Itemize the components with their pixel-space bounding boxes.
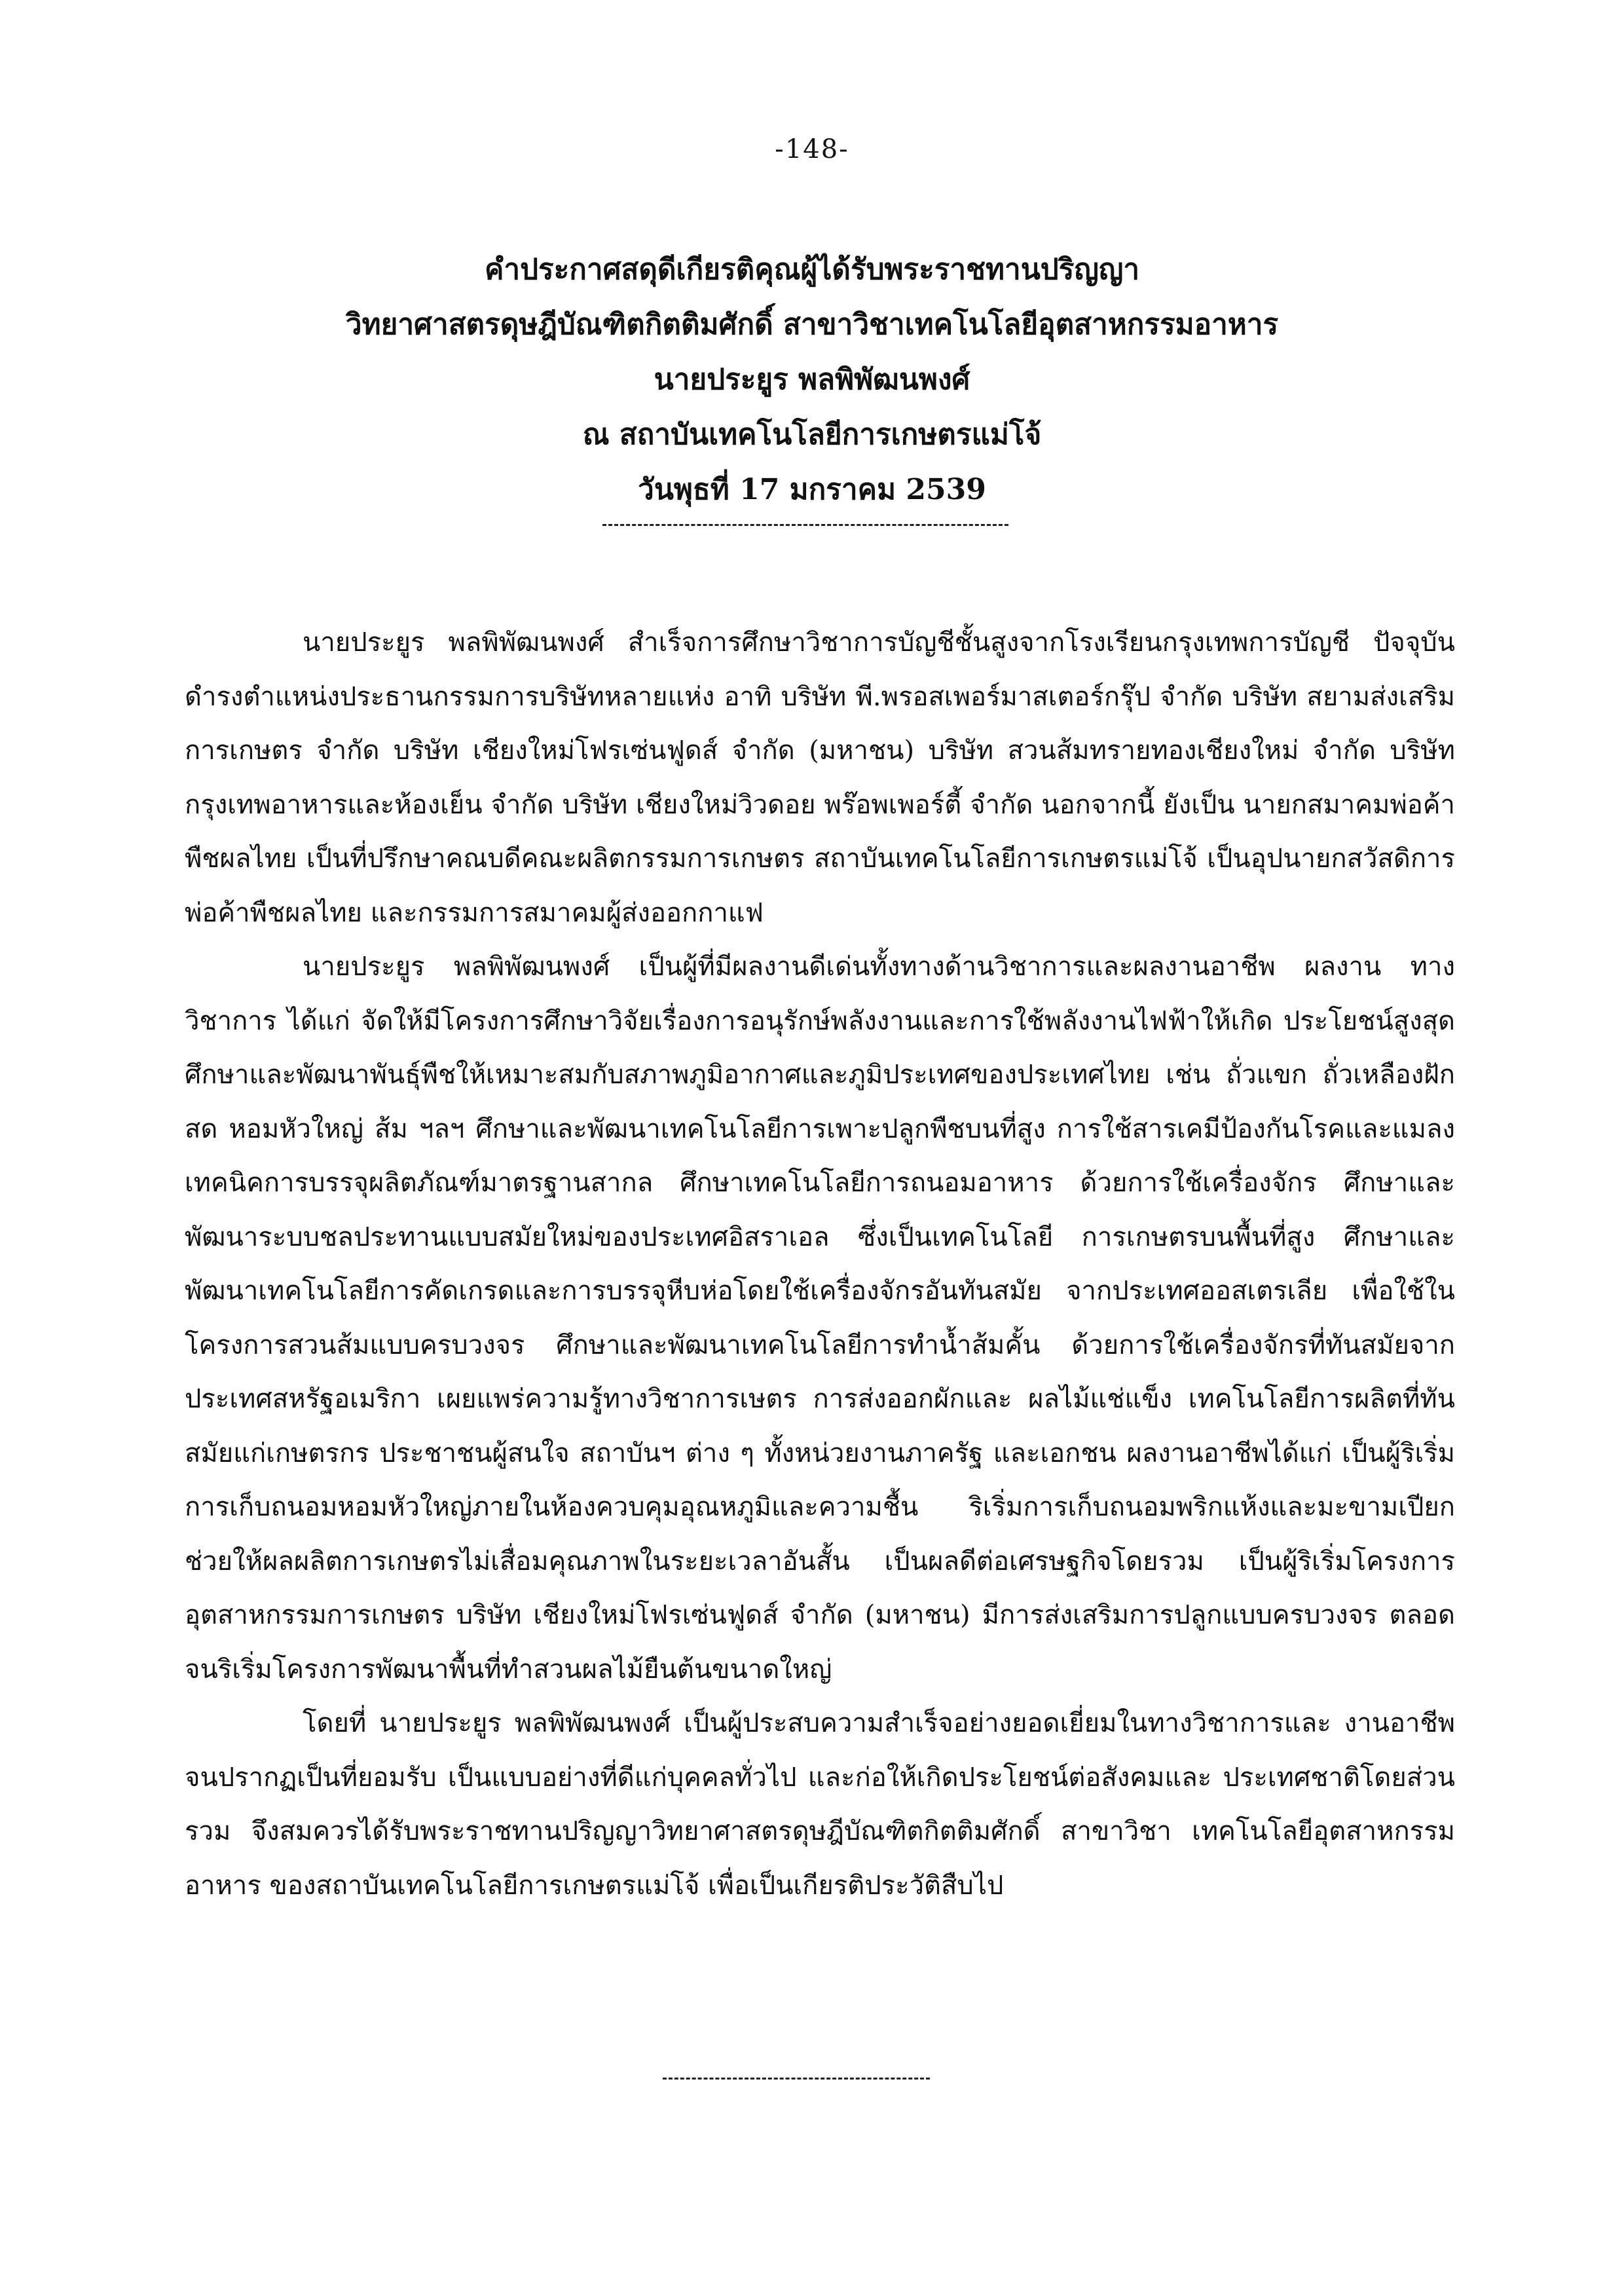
document-header bbox=[196, 242, 1428, 517]
header-divider bbox=[602, 524, 1008, 526]
header-title: คำประกาศสดุดีเกียรติคุณผู้ได้รับพระราชทานปริญญา bbox=[484, 253, 1140, 286]
page-number: -148- bbox=[775, 134, 849, 164]
header-degree: วิทยาศาสตรดุษฎีบัณฑิตกิตติมศักดิ์ สาขาวิชาเทคโนโลยีอุตสาหกรรมอาหาร bbox=[345, 308, 1279, 341]
header-recipient-name: นายประยูร พลพิพัฒนพงศ์ bbox=[654, 363, 970, 396]
paragraph-conclusion: โดยที่ นายประยูร พลพิพัฒนพงศ์ เป็นผู้ประสบความสำเร็จอย่างยอดเยี่ยมในทางวิชาการและ งานอาชีพจนปรากฏเป็นที่ยอมรับ เป็นแบบอย่างที่ดีแก่บุคคลทั่วไป และก่อให้เกิดประโยชน์ต่อสังคมและ ประเทศชาติโดยส่วนรวม จึงสมควรได้รับพระราชทานปริญญาวิทยาศาสตรดุษฎีบัณฑิตกิตติมศักดิ์ สาขาวิชา เทคโนโลยีอุตสาหกรรมอาหาร ของสถาบันเทคโนโลยีการเกษตรแม่โจ้ เพื่อเป็นเกียรติประวัติสืบไป bbox=[185, 1708, 1455, 1901]
header-institution: ณ สถาบันเทคโนโลยีการเกษตรแม่โจ้ bbox=[582, 418, 1042, 451]
document-body bbox=[185, 616, 1455, 1912]
header-date: วันพุธที่ 17 มกราคม 2539 bbox=[638, 473, 986, 506]
paragraph-biography: นายประยูร พลพิพัฒนพงศ์ สำเร็จการศึกษาวิชาการบัญชีชั้นสูงจากโรงเรียนกรุงเทพการบัญชี ปัจจุบันดำรงตำแหน่งประธานกรรมการบริษัทหลายแห่ง อาทิ บริษัท พี.พรอสเพอร์มาสเตอร์กรุ๊ป จำกัด บริษัท สยามส่งเสริมการเกษตร จำกัด บริษัท เชียงใหม่โฟรเซ่นฟูดส์ จำกัด (มหาชน) บริษัท สวนส้มทรายทองเชียงใหม่ จำกัด บริษัท กรุงเทพอาหารและห้องเย็น จำกัด บริษัท เชียงใหม่วิวดอย พร๊อพเพอร์ตี้ จำกัด นอกจากนี้ ยังเป็น นายกสมาคมพ่อค้าพืชผลไทย เป็นที่ปรึกษาคณบดีคณะผลิตกรรมการเกษตร สถาบันเทคโนโลยีการเกษตรแม่โจ้ เป็นอุปนายกสวัสดิการพ่อค้าพืชผลไทย และกรรมการสมาคมผู้ส่งออกกาแฟ bbox=[185, 627, 1455, 928]
footer-divider bbox=[663, 2078, 930, 2080]
paragraph-achievements: นายประยูร พลพิพัฒนพงศ์ เป็นผู้ที่มีผลงานดีเด่นทั้งทางด้านวิชาการและผลงานอาชีพ ผลงาน ทางวิชาการ ได้แก่ จัดให้มีโครงการศึกษาวิจัยเรื่องการอนุรักษ์พลังงานและการใช้พลังงานไฟฟ้าให้เกิด ประโยชน์สูงสุด ศึกษาและพัฒนาพันธุ์พืชให้เหมาะสมกับสภาพภูมิอากาศและภูมิประเทศของประเทศไทย เช่น ถั่วแขก ถั่วเหลืองฝักสด หอมหัวใหญ่ ส้ม ฯลฯ ศึกษาและพัฒนาเทคโนโลยีการเพาะปลูกพืชบนที่สูง การใช้สารเคมีป้องกันโรคและแมลง เทคนิคการบรรจุผลิตภัณฑ์มาตรฐานสากล ศึกษาเทคโนโลยีการถนอมอาหาร ด้วยการใช้เครื่องจักร ศึกษาและพัฒนาระบบชลประทานแบบสมัยใหม่ของประเทศอิสราเอล ซึ่งเป็นเทคโนโลยี การเกษตรบนพื้นที่สูง ศึกษาและพัฒนาเทคโนโลยีการคัดเกรดและการบรรจุหีบห่อโดยใช้เครื่องจักรอันทันสมัย จากประเทศออสเตรเลีย เพื่อใช้ในโครงการสวนส้มแบบครบวงจร ศึกษาและพัฒนาเทคโนโลยีการทำน้ำส้มคั้น ด้วยการใช้เครื่องจักรที่ทันสมัยจากประเทศสหรัฐอเมริกา เผยแพร่ความรู้ทางวิชาการเษตร การส่งออกผักและ ผลไม้แช่แข็ง เทคโนโลยีการผลิตที่ทันสมัยแก่เกษตรกร ประชาชนผู้สนใจ สถาบันฯ ต่าง ๆ ทั้งหน่วยงานภาครัฐ และเอกชน ผลงานอาชีพได้แก่ เป็นผู้ริเริ่มการเก็บถนอมหอมหัวใหญ่ภายในห้องควบคุมอุณหภูมิและความชื้น ริเริ่มการเก็บถนอมพริกแห้งและมะขามเปียก ช่วยให้ผลผลิตการเกษตรไม่เสื่อมคุณภาพในระยะเวลาอันสั้น เป็นผลดีต่อเศรษฐกิจโดยรวม เป็นผู้ริเริ่มโครงการอุตสาหกรรมการเกษตร บริษัท เชียงใหม่โฟรเซ่นฟูดส์ จำกัด (มหาชน) มีการส่งเสริมการปลูกแบบครบวงจร ตลอดจนริเริ่มโครงการพัฒนาพื้นที่ทำสวนผลไม้ยืนต้นขนาดใหญ่ bbox=[185, 952, 1455, 1685]
